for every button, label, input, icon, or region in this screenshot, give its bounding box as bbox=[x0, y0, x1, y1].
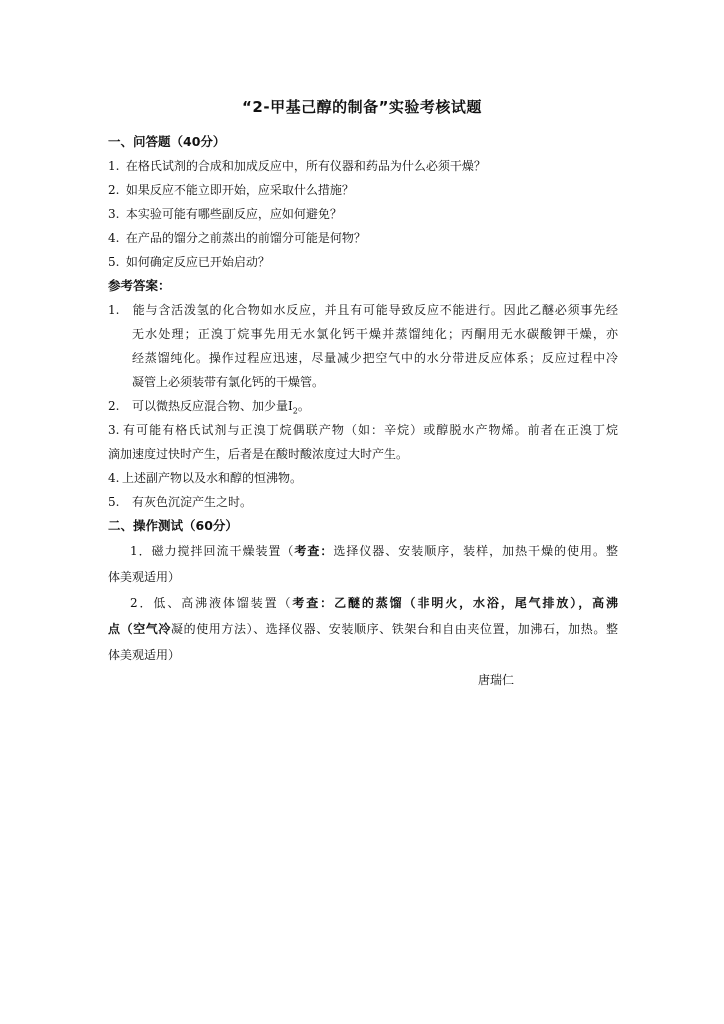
answer-1-line-4: 凝管上必须装带有氯化钙的干燥管。 bbox=[132, 375, 325, 389]
section1-heading: 一、问答题（40分） bbox=[108, 134, 226, 149]
section2-heading: 二、操作测试（60分） bbox=[108, 518, 238, 533]
question-number: 4. bbox=[108, 231, 120, 245]
answer-2 bbox=[108, 394, 618, 418]
operation-item-2-line-3: 体美观适用） bbox=[108, 648, 181, 662]
question-text: 如果反应不能立即开始，应采取什么措施？ bbox=[125, 183, 354, 197]
answer-1-line-2: 无水处理；正溴丁烷事先用无水氯化钙干燥并蒸馏纯化；丙酮用无水碳酸钾干燥，亦 bbox=[132, 327, 618, 341]
answer-number: 4. bbox=[108, 471, 120, 485]
author-signature: 唐瑞仁 bbox=[477, 673, 514, 687]
question-number: 2. bbox=[108, 183, 120, 197]
question-4 bbox=[108, 226, 618, 250]
document-body bbox=[108, 130, 618, 692]
question-text: 本实验可能有哪些副反应，应如何避免？ bbox=[125, 207, 342, 221]
answer-number: 5. bbox=[108, 495, 120, 509]
operation-bold: 考查：乙醚的蒸馏（非明火，水浴，尾气排放），高沸 bbox=[292, 596, 618, 610]
answers-heading: 参考答案： bbox=[108, 278, 171, 293]
question-text: 在产品的馏分之前蒸出的前馏分可能是何物？ bbox=[125, 231, 366, 245]
question-number: 3. bbox=[108, 207, 120, 221]
operation-bold: 考查： bbox=[294, 544, 334, 558]
operation-text: 2．低、高沸液体馏装置（ bbox=[130, 596, 293, 610]
answer-5 bbox=[108, 490, 618, 514]
answer-4 bbox=[108, 466, 618, 490]
operation-text: 凝的使用方法）、选择仪器、安装顺序、铁架台和自由夹位置，加沸石，加热。整 bbox=[171, 622, 618, 636]
operation-item-2-line-2 bbox=[108, 616, 618, 642]
answer-number: 3. bbox=[108, 423, 120, 437]
answer-text: 有可能有格氏试剂与正溴丁烷偶联产物（如：辛烷）或醇脱水产物烯。前者在正溴丁烷 bbox=[122, 423, 618, 437]
answer-subscript: 2 bbox=[292, 406, 298, 416]
document-title: “2-甲基己醇的制备”实验考核试题 bbox=[242, 98, 482, 116]
operation-text: 1．磁力搅拌回流干燥装置（ bbox=[130, 544, 295, 558]
question-2 bbox=[108, 178, 618, 202]
operation-item-1-line-1 bbox=[108, 538, 618, 564]
operation-item-2-line-1 bbox=[108, 590, 618, 616]
answer-3-line-1 bbox=[108, 418, 618, 442]
question-3 bbox=[108, 202, 618, 226]
operation-text: 选择仪器、安装顺序，装样，加热干燥的使用。整 bbox=[333, 544, 618, 558]
answer-text: 有灰色沉淀产生之时。 bbox=[132, 495, 253, 509]
question-number: 5. bbox=[108, 255, 120, 269]
answer-3-line-2: 滴加速度过快时产生，后者是在酸时酸浓度过大时产生。 bbox=[108, 447, 409, 461]
operation-item-1-line-2: 体美观适用） bbox=[108, 570, 181, 584]
answer-1-line-1 bbox=[108, 298, 618, 322]
answer-text-end: 。 bbox=[297, 399, 310, 413]
answer-text: 上述副产物以及水和醇的恒沸物。 bbox=[122, 471, 303, 485]
question-1 bbox=[108, 154, 618, 178]
question-number: 1. bbox=[108, 159, 120, 173]
operation-bold: 点（空气冷 bbox=[108, 622, 171, 636]
answer-number: 1. bbox=[108, 303, 120, 317]
question-text: 在格氏试剂的合成和加成反应中，所有仪器和药品为什么必须干燥？ bbox=[125, 159, 486, 173]
question-text: 如何确定反应已开始启动？ bbox=[125, 255, 270, 269]
answer-1-line-3: 经蒸馏纯化。操作过程应迅速，尽量减少把空气中的水分带进反应体系；反应过程中冷 bbox=[132, 351, 618, 365]
answer-number: 2. bbox=[108, 399, 120, 413]
question-5 bbox=[108, 250, 618, 274]
answer-text: 可以微热反应混合物、加少量I bbox=[132, 399, 293, 413]
answer-text: 能与含活泼氢的化合物如水反应，并且有可能导致反应不能进行。因此乙醚必须事先经 bbox=[132, 303, 618, 317]
